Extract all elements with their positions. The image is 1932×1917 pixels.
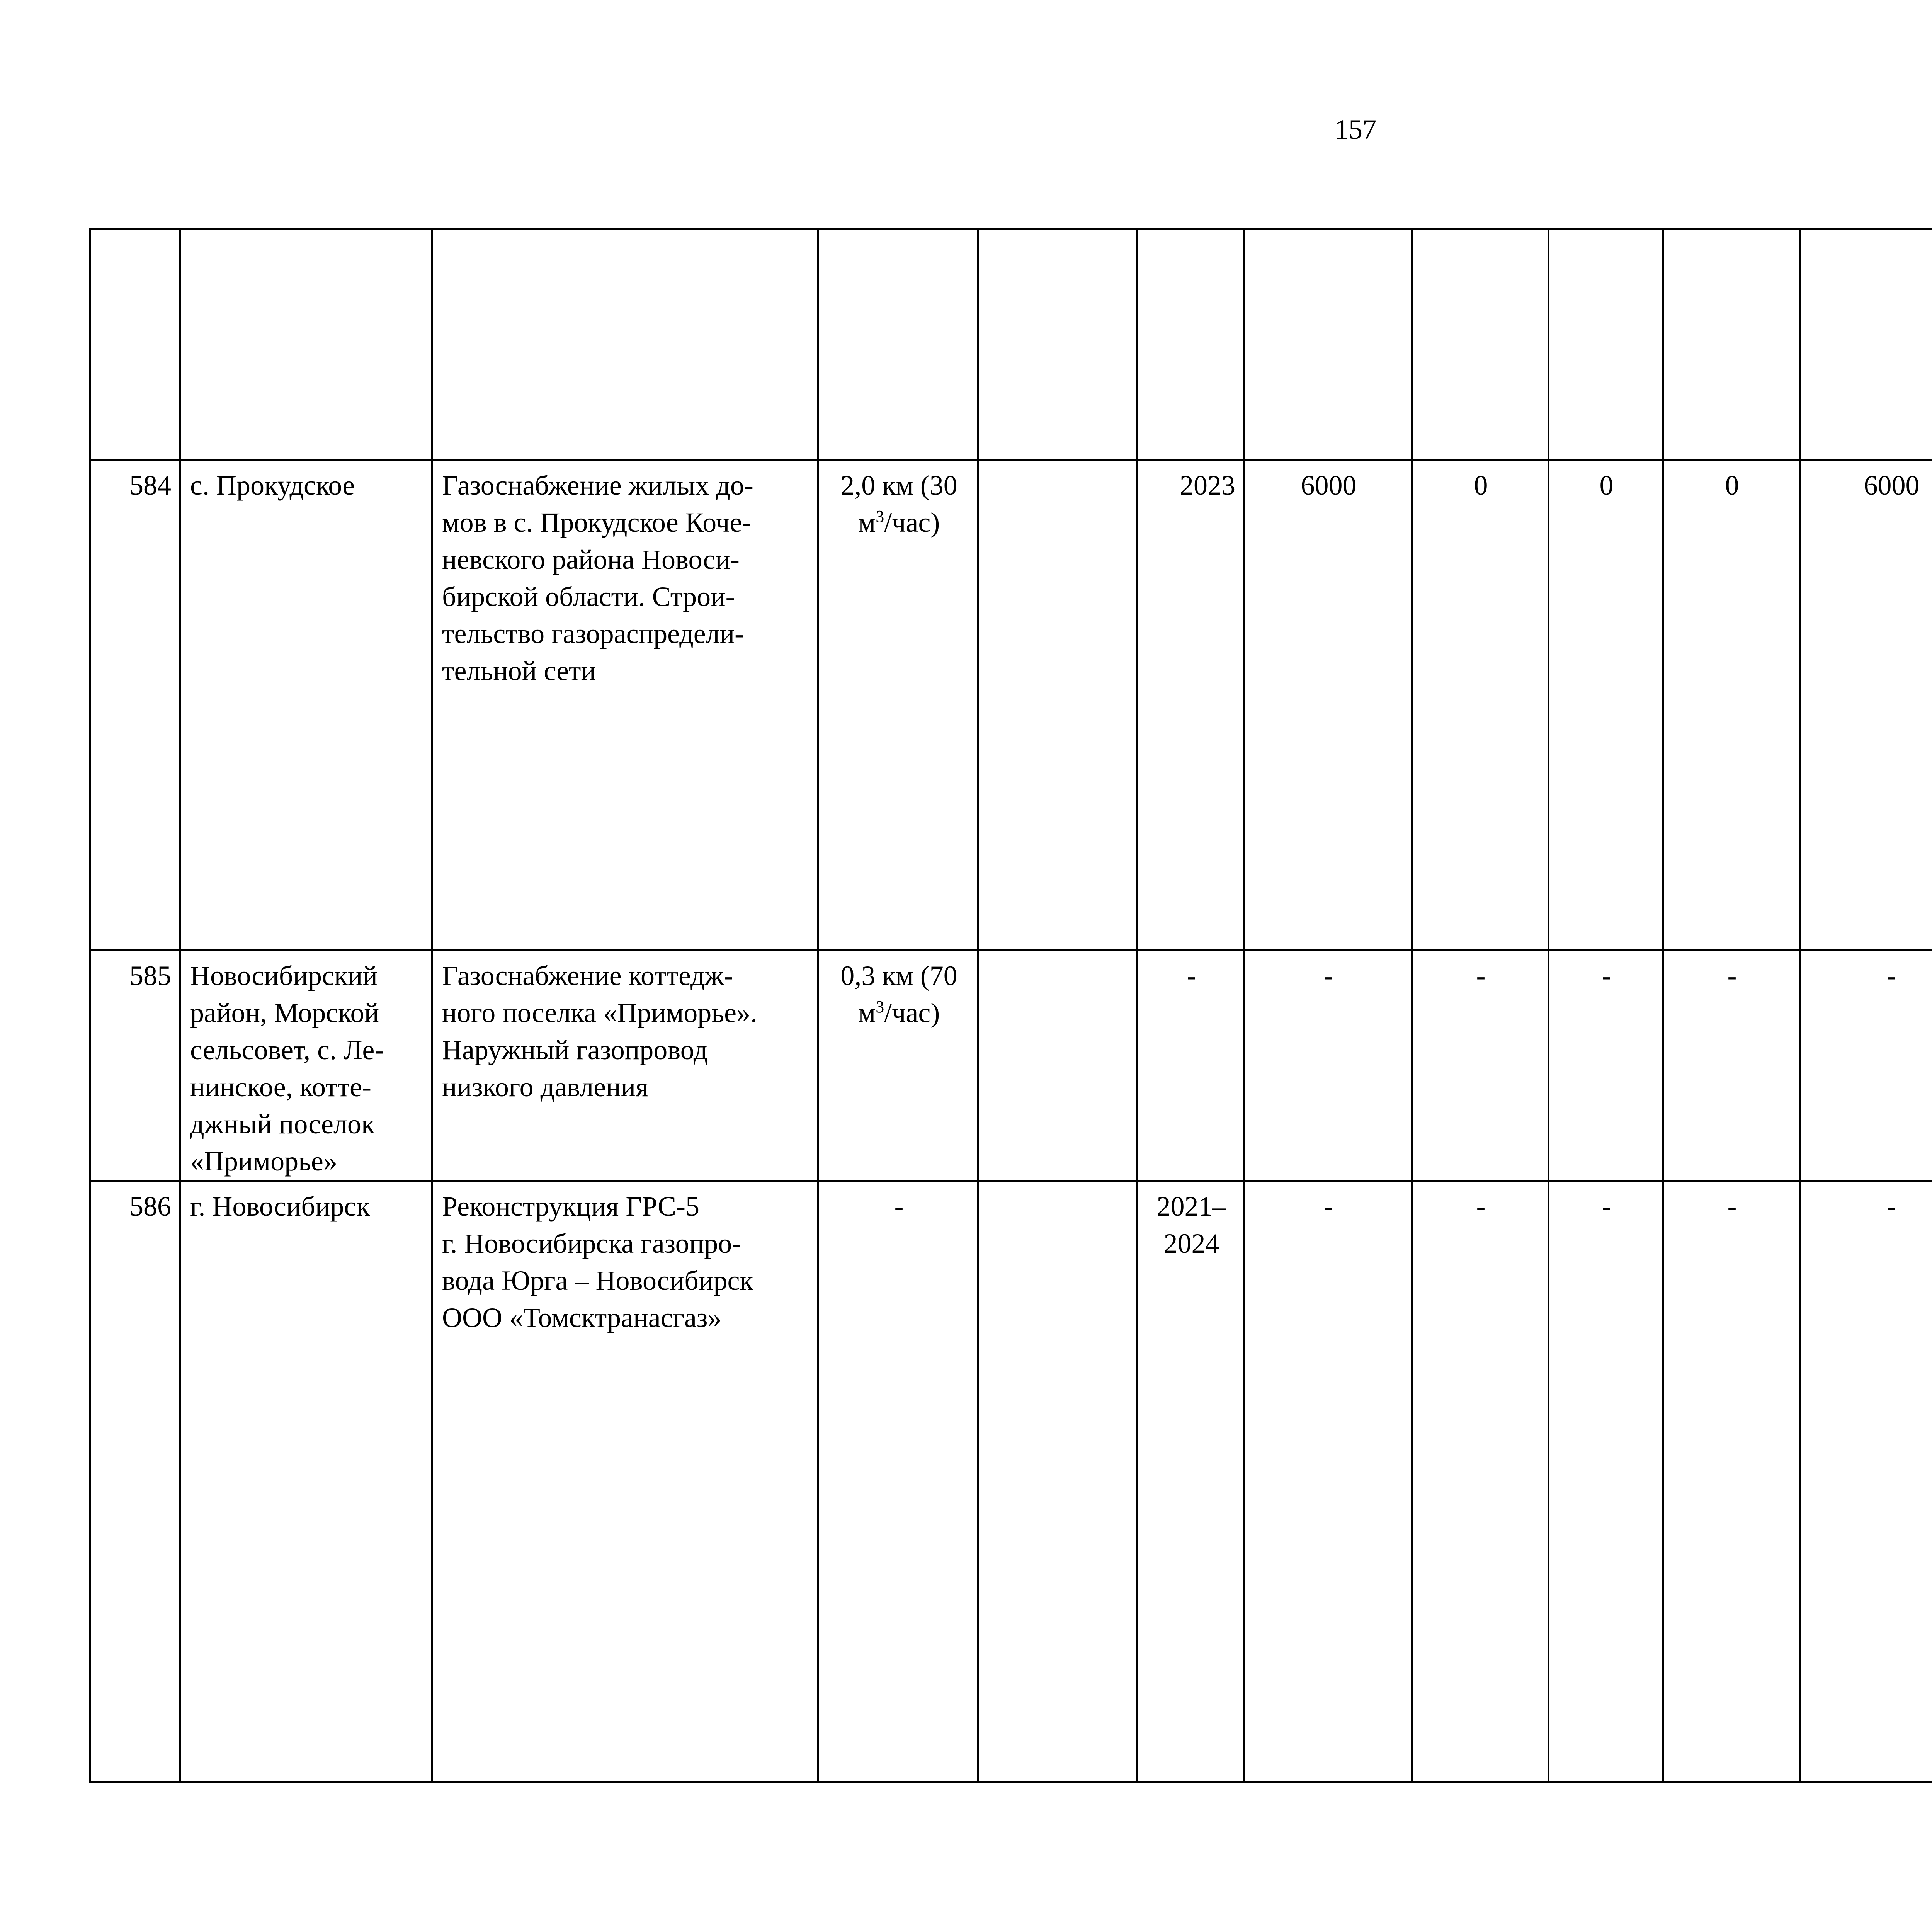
capacity-unit: м [858, 997, 876, 1028]
empty-cell [978, 460, 1138, 950]
page-number: 157 [1335, 114, 1376, 145]
value-cell: 0 [1663, 460, 1800, 950]
value-cell: - [1244, 950, 1412, 1181]
description-cell: Газоснабжение жилых до- мов в с. Прокудское Коче- невского района Новоси- бирской области. Строи- тельство газораспредели- тельной сети [432, 460, 818, 950]
empty-cell [978, 950, 1138, 1181]
value-cell [1244, 229, 1412, 460]
value-cell [1663, 229, 1800, 460]
value-cell: - [1663, 950, 1800, 1181]
capacity-unit-rest: /час) [884, 997, 940, 1028]
table-row [90, 460, 1932, 950]
investment-table [89, 228, 1932, 1783]
capacity-cell [818, 950, 978, 1181]
capacity-unit: м [858, 507, 876, 538]
place-cell: Новосибирский район, Морской сельсовет, с. Ле- нинское, котте- джный поселок «Приморье» [180, 950, 432, 1181]
value-cell: - [1412, 950, 1549, 1181]
value-cell: 6000 [1244, 460, 1412, 950]
value-cell [1412, 229, 1549, 460]
value-cell: 0 [1412, 460, 1549, 950]
row-number-cell: 584 [90, 460, 180, 950]
capacity-cell [818, 460, 978, 950]
capacity-unit-rest: /час) [884, 507, 940, 538]
description-cell: Газоснабжение коттедж- ного поселка «Приморье». Наружный газопровод низкого давления [432, 950, 818, 1181]
row-number-cell: 586 [90, 1181, 180, 1783]
value-cell: - [1800, 1181, 1932, 1783]
row-number-cell: 585 [90, 950, 180, 1181]
capacity-value: 0,3 км (70 [840, 960, 957, 991]
place-cell: с. Прокудское [180, 460, 432, 950]
value-cell: - [1244, 1181, 1412, 1783]
year-cell [1138, 229, 1244, 460]
place-cell: г. Новосибирск [180, 1181, 432, 1783]
capacity-cell: - [818, 1181, 978, 1783]
description-cell: Реконструкция ГРС-5 г. Новосибирска газопро- вода Юрга – Новосибирск ООО «Томсктранасгаз» [432, 1181, 818, 1783]
table-row [90, 229, 1932, 460]
value-cell: - [1412, 1181, 1549, 1783]
value-cell: 6000 [1800, 460, 1932, 950]
year-cell: 2021– 2024 [1138, 1181, 1244, 1783]
capacity-unit-power: 3 [876, 507, 884, 526]
empty-cell [978, 1181, 1138, 1783]
value-cell: - [1549, 1181, 1663, 1783]
description-cell [432, 229, 818, 460]
value-cell: - [1663, 1181, 1800, 1783]
value-cell: 0 [1549, 460, 1663, 950]
table-row [90, 1181, 1932, 1783]
value-cell [1800, 229, 1932, 460]
year-cell: - [1138, 950, 1244, 1181]
value-cell: - [1800, 950, 1932, 1181]
empty-cell [978, 229, 1138, 460]
capacity-unit-power: 3 [876, 997, 884, 1016]
value-cell: - [1549, 950, 1663, 1181]
value-cell [1549, 229, 1663, 460]
capacity-cell [818, 229, 978, 460]
table-row [90, 950, 1932, 1181]
place-cell [180, 229, 432, 460]
row-number-cell [90, 229, 180, 460]
capacity-value: 2,0 км (30 [840, 470, 957, 501]
year-cell: 2023 [1138, 460, 1244, 950]
